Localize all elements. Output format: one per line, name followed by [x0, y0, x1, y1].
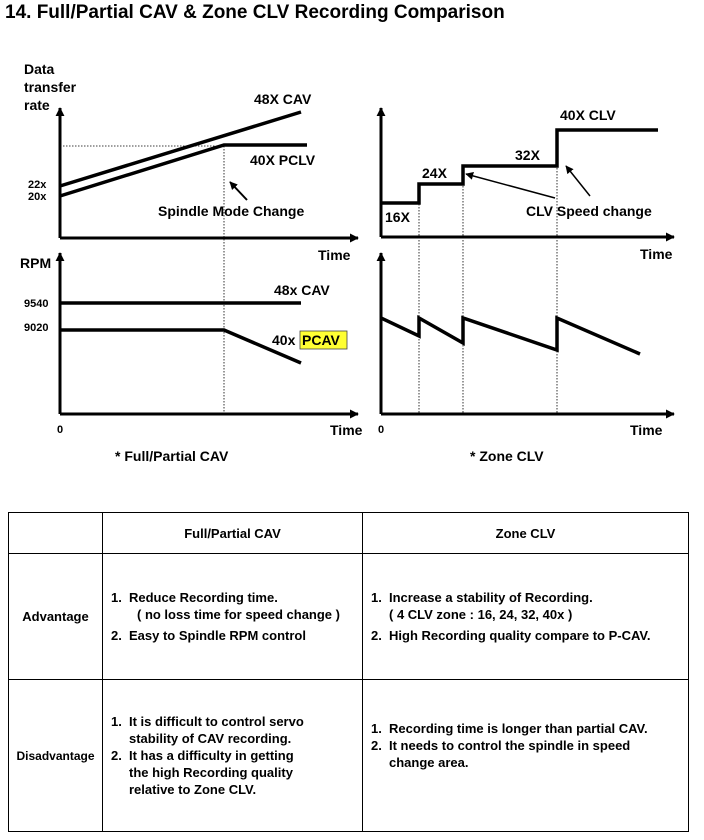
tl-ylabel-1: Data: [24, 61, 55, 77]
advantage-row: [9, 554, 689, 680]
label-40x-pclv: 40X PCLV: [250, 152, 316, 168]
clv-speed-change-label: CLV Speed change: [526, 203, 652, 219]
chart-br: [378, 253, 674, 438]
header-corner: [9, 513, 103, 554]
label-48x-cav-rpm: 48x CAV: [274, 282, 330, 298]
page-title: 14. Full/Partial CAV & Zone CLV Recording Comparison: [5, 2, 505, 23]
list-item: 2. It needs to control the spindle in speed change area.: [371, 738, 631, 770]
zone-label-32x: 32X: [515, 147, 540, 163]
chart-tr: [381, 107, 674, 262]
tl-ylabel-2: transfer: [24, 79, 77, 95]
list-item: 1. Reduce Recording time.: [111, 590, 278, 605]
label-40x-prefix: 40x: [272, 332, 296, 348]
tick-label-20x: 20x: [28, 191, 47, 203]
caption-full-partial-cav: * Full/Partial CAV: [115, 448, 229, 464]
tick-label-22x: 22x: [28, 179, 47, 191]
label-48x-cav: 48X CAV: [254, 91, 312, 107]
list-item: 1. Recording time is longer than partial CAV.: [371, 721, 648, 736]
advantage-cav-cell: [103, 554, 363, 680]
disadvantage-cav-cell: [103, 680, 363, 832]
list-item: 1. It is difficult to control servo stability of CAV recording.: [111, 714, 304, 746]
br-origin-label: 0: [378, 424, 385, 436]
br-x-axis-label: Time: [630, 422, 663, 438]
clv-speed-change-arrow-2: [566, 166, 590, 196]
sub-note: ( no loss time for speed change ): [137, 607, 340, 622]
list-item: 2. High Recording quality compare to P-CAV.: [371, 628, 651, 643]
chart-tl: [24, 61, 358, 263]
disadvantage-zclv-cell: [363, 680, 689, 832]
clv-speed-change-arrow-1: [466, 174, 555, 198]
comparison-table: [8, 512, 689, 832]
list-item: 2. Easy to Spindle RPM control: [111, 628, 306, 643]
tl-ylabel-3: rate: [24, 97, 50, 113]
zone-label-16x: 16X: [385, 209, 410, 225]
list-item: 2. It has a difficulty in getting the high Recording quality relative to Zone CLV.: [111, 748, 294, 797]
tick-label-9020: 9020: [24, 322, 49, 334]
disadvantage-row: [9, 680, 689, 832]
bl-ylabel: RPM: [20, 255, 52, 271]
table-header-row: [9, 513, 689, 554]
spindle-mode-change-arrow: [230, 182, 247, 200]
guide-lines: [60, 146, 557, 414]
advantage-zclv-cell: [363, 554, 689, 680]
bl-origin-label: 0: [57, 424, 64, 436]
caption-zone-clv: * Zone CLV: [470, 448, 544, 464]
tr-x-axis-label: Time: [640, 246, 673, 262]
disadvantage-label: Disadvantage: [9, 680, 103, 832]
header-full-partial-cav: Full/Partial CAV: [103, 513, 363, 554]
series-40x-pcav-rpm: [60, 330, 301, 363]
tl-x-axis-label: Time: [318, 247, 351, 263]
zone-label-24x: 24X: [422, 165, 447, 181]
bl-x-axis-label: Time: [330, 422, 363, 438]
label-pcav: PCAV: [302, 332, 340, 348]
advantage-label: Advantage: [9, 554, 103, 680]
series-zone-clv-rpm: [381, 318, 640, 354]
chart-bl: [20, 253, 363, 438]
tick-label-9540: 9540: [24, 298, 49, 310]
spindle-mode-change-label: Spindle Mode Change: [158, 203, 305, 219]
header-zone-clv: Zone CLV: [363, 513, 689, 554]
sub-note: ( 4 CLV zone : 16, 24, 32, 40x ): [389, 607, 573, 622]
series-48x-cav-transfer: [60, 112, 301, 186]
list-item: 1. Increase a stability of Recording.: [371, 590, 593, 605]
zone-label-40x-clv: 40X CLV: [560, 107, 616, 123]
